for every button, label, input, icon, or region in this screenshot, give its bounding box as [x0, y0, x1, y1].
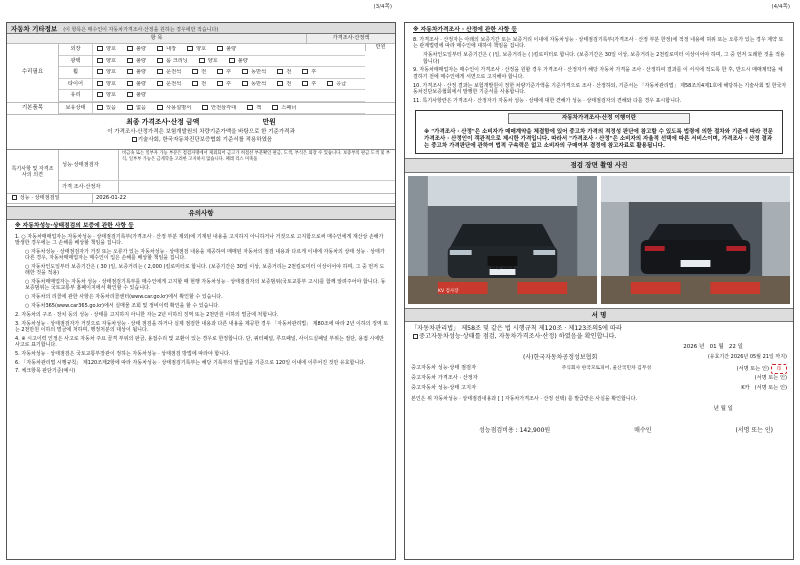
checkbox-option[interactable]: 후 — [213, 69, 235, 76]
inspection-row — [59, 56, 365, 68]
checkbox-option[interactable]: 없음 — [123, 105, 150, 112]
inspection-photo-rear — [601, 176, 790, 304]
price-note: 이 가격조사·산정가격은 보험개발원의 차량기준가액을 바탕으로 한 기준가격과 — [107, 128, 295, 135]
section-title: 자동차 기타정보 (이 항목은 매수인이 자동차가격조사·산정을 원하는 경우에만 적습니다) — [7, 23, 395, 34]
checkbox-icon[interactable] — [199, 58, 205, 63]
checkbox-option[interactable]: 후 — [298, 81, 320, 88]
check-date-row: 성능 · 상태점검일 2026-01-22 — [7, 194, 395, 204]
notice-item: 2. 자동차의 구조 · 장치 등의 성능 · 상태를 고지하지 아니한 자는 2년 이하의 징역 또는 2천만원 이하의 벌금에 처합니다. — [15, 311, 279, 318]
checkbox-option[interactable]: 양호 — [93, 92, 120, 99]
checkbox-option[interactable]: 불량 — [123, 58, 150, 65]
price-note-item: 10. 가격조사 · 산정 결과는 보험개발원이 정한 차량기준가액을 기준가격으로 조사 · 산정하되, 기준서는 「자동차관리법」 제58조의4제1호에 해당하는 기술사회 및 한국자동차진단보증협회에서 발행한 기준서를 사용합니다. — [413, 82, 787, 95]
checkbox-option[interactable]: 안전삼각대 — [198, 105, 240, 112]
buyer-date: 년 월 일 — [713, 405, 733, 412]
basic-grid — [59, 103, 365, 115]
checkbox-option[interactable]: 스패너 — [268, 105, 300, 112]
left-frame — [6, 22, 396, 560]
checkbox-icon[interactable] — [202, 105, 208, 110]
checkbox-option[interactable]: 불량 — [123, 69, 150, 76]
inspection-row — [59, 44, 365, 56]
inspection-row — [59, 79, 365, 91]
checkbox-option[interactable]: 운전석 — [153, 81, 185, 88]
left-page — [6, 4, 396, 560]
fee-row: 성능점검비용 : 142,900원 매수인 (서명 또는 인) — [479, 426, 773, 434]
price-note-item: 11. 특기사항란은 가격조사 · 산정자가 자동차 성능 · 상태에 대한 견해가 성능 · 상태점검자의 견해와 다를 경우 표시합니다. — [413, 97, 682, 104]
seal-stamp-icon: 印 — [771, 364, 787, 374]
checkbox-option[interactable]: 룸 크리닝 — [153, 58, 192, 65]
basic-section — [7, 103, 395, 116]
plate-label: 54부 1023 — [491, 264, 514, 270]
checkbox-icon[interactable] — [97, 105, 103, 110]
checkbox-icon[interactable] — [157, 58, 163, 63]
notice-item: 1. ○ 자동차매매업자는 자동차성능 · 상태점검기록부(가격조사 · 산정 부분 제외)에 기재된 내용을 고지하지 아니하거나 거짓으로 고지함으로써 매수인에게 재산상 손해가 발생한 경우에는 그 손해를 배상할 책임을 집니다. — [15, 233, 384, 246]
notice-item: ○ 자동차성능 · 상태점검자가 거짓 또는 오류가 있는 자동차성능 · 상태점검 내용을 제공하여 매매된 자동차의 점검 내용과 다르게 이내에 자동차의 상태 성능 · 상태가 다른 경우, 자동차매매업자는 매수인이 입은 손해를 배상할 책임을 집니다. — [25, 248, 385, 261]
price-warning-box — [415, 110, 783, 155]
notice-item: ○ 자동차매매업자는 자동차 성능 · 상태점검기록부를 매수인에게 고지할 때 현행 자동차성능 · 상태점검자의 보증범위(국토교통부 고시)를 함께 알려주어야 합니다. 동 보증범위는 국토교통부 홈페이지에서 확인할 수 있습니다. — [25, 278, 386, 292]
inspection-row — [59, 103, 365, 115]
notice-item: 3. 자동차성능 · 상태점검자가 거짓으로 자동차성능 · 상태 점검을 하거나 실제 점검한 내용과 다른 내용을 제공한 경우 「자동차관리법」 제80조에 따라 2년 이하의 징역 또는 2천만원 이하의 벌금에 처하며, 행정처분의 대상이 됩니다. — [15, 320, 389, 333]
checkbox-icon[interactable] — [242, 81, 248, 86]
checkbox-icon[interactable] — [127, 58, 133, 63]
notice-item: 5. 자동차성능 · 상태점검은 국토교통부장관이 정하는 자동차성능 · 상태점검 방법에 따라야 합니다. — [15, 350, 231, 357]
checkbox-icon[interactable] — [97, 69, 103, 74]
car-rear-photo — [601, 176, 790, 304]
repair-section — [7, 44, 395, 103]
checkbox-option[interactable]: 있음 — [93, 105, 120, 112]
sign-law: 「자동차관리법」 제58조 및 같은 법 시행규칙 제120조 · 제123조의5에 따라 — [411, 324, 622, 332]
inspection-row — [59, 90, 365, 102]
checkbox-option[interactable]: 불량 — [213, 46, 240, 53]
inspection-row — [59, 67, 365, 79]
notice-item: 7. 체크항목 판단기준(예시) — [15, 368, 76, 375]
checkbox-icon[interactable] — [302, 81, 308, 86]
notice-item: ○ 자동차365(www.car365.go.kr)에서 실매물 조회 및 정비이력 확인을 할 수 있습니다. — [25, 302, 220, 309]
price-note-item: 9. 자동차매매업자는 매수인이 가격조사 · 산정을 원할 경우 가격조사 · 산정자가 해당 자동차 가격을 조사 · 산정하여 결과를 이 서식에 적도록 한 후, 반드시 매매계약을 체결하기 전에 매수인에게 서면으로 고지해야 합니다. — [413, 67, 783, 80]
buyer-confirm-text: 본인은 위 자동차성능 · 상태점검내용과 [ ] 자동차가격조사 · 산정 선택) 를 발급받은 사실을 확인합니다. — [411, 395, 638, 402]
notice-heading: ※ 자동차성능·상태점검의 보증에 관한 사항 등 — [15, 223, 134, 230]
final-price: 최종 가격조사·산정 금액 만원 이 가격조사·산정가격은 보험개발원의 차량기준가액을 바탕으로 한 기준가격과 기술사회, 한국자동차진단보증협회 기준서를 적용하였음 — [7, 115, 395, 150]
checkbox-icon[interactable] — [97, 81, 103, 86]
checkbox-icon[interactable] — [247, 105, 253, 110]
checkbox-option[interactable]: 양호 — [195, 58, 222, 65]
car-front-photo — [408, 176, 597, 304]
checkbox-option[interactable]: 전 — [273, 69, 295, 76]
org-row — [405, 351, 793, 364]
special-notes: 특기사항 및 자격조사의 의견 성능·상태점검자 비금속 또는 일부자 가능 부분은 점검자명에서 제외되어 금고가 허점선 부분확인 판금, 도색, 부식은 외장 수 있습니다. 보증부의 판금 도색 및 부식, 일부부 가능은 금계학을 고려한 고지하지 않습니다. 패레 리스 미축품 가격 조사·산정자 — [7, 150, 395, 194]
right-frame — [404, 22, 794, 560]
valid-period: (유효기간 2026년 05월 21일 까지) — [707, 354, 787, 361]
inspection-item-name: 유리 — [59, 90, 93, 101]
inspection-item-name: 광택 — [59, 56, 93, 67]
checkbox-option[interactable]: 전 — [273, 81, 295, 88]
checkbox-option[interactable]: 양호 — [93, 58, 120, 65]
notifier-row: 중고자동차 성능·상태 고지자 K카 (서명 또는 인) — [411, 385, 787, 392]
checkbox-icon[interactable] — [157, 81, 163, 86]
checkbox-icon[interactable] — [127, 69, 133, 74]
photo-row — [405, 173, 793, 307]
checkbox-icon[interactable] — [277, 69, 283, 74]
checkbox-icon[interactable] — [127, 105, 133, 110]
inspection-item-name: 외장 — [59, 44, 93, 55]
checkbox-option[interactable]: 후 — [213, 81, 235, 88]
warning-title: 자동차가격조사·산정 이행이란 — [508, 113, 690, 124]
checkbox-icon[interactable] — [187, 46, 193, 51]
sign-title: 서 명 — [405, 308, 793, 322]
table-header: 항 목 가격조사·산정액 — [7, 34, 395, 44]
checkbox-option[interactable]: 양호 — [93, 46, 120, 53]
basic-label: 기본품목 — [7, 103, 59, 115]
checkbox-option[interactable]: 응급 — [323, 81, 350, 88]
checkbox-icon[interactable] — [192, 69, 198, 74]
price-note-item: 자동차인도일부터 보증기간은 ( )일, 보증거리는 ( )킬로미터로 합니다. (보증기간은 30일 이상, 보증거리는 2천킬로미터 이상이어야 하며, 그 중 먼저 도래한 것을 적용합니다) — [423, 52, 785, 65]
checkbox-icon[interactable] — [302, 69, 308, 74]
photo-sign: KV 검사장 — [438, 288, 459, 294]
checkbox-icon[interactable] — [127, 92, 133, 97]
checkbox-option[interactable]: 잭 — [243, 105, 265, 112]
checkbox-option[interactable]: 불량 — [123, 46, 150, 53]
checkbox-icon[interactable] — [217, 69, 223, 74]
repair-label: 수리필요 — [7, 44, 59, 102]
checkbox-option[interactable]: 양호 — [93, 81, 120, 88]
checkbox-icon[interactable] — [327, 81, 333, 86]
notice-item: 6. 「자동차관리법 시행규칙」 제120조제2항에 따라 자동차성능 · 상태점검기록부는 해당 기록부의 발급일을 기준으로 120일 이내에 이루어진 것만 유효합니다. — [15, 359, 366, 366]
checkbox-option[interactable]: 후 — [298, 69, 320, 76]
price-person-row: 중고자동차 가격조사 · 산정자 (서명 또는 인) — [411, 375, 787, 382]
price-notes-list — [405, 23, 793, 104]
checkbox-icon[interactable] — [97, 46, 103, 51]
inspection-photo-front — [408, 176, 597, 304]
checkbox-icon[interactable] — [217, 81, 223, 86]
checkbox-icon[interactable] — [127, 81, 133, 86]
unit-won: 만원 — [365, 44, 395, 51]
checkbox-option[interactable]: 양호 — [93, 69, 120, 76]
checkbox-icon[interactable] — [97, 58, 103, 63]
page-number: (4/4쪽) — [771, 4, 790, 10]
notice-item: ○ 자동차의 리콜에 관한 사항은 자동차리콜센터(www.car.go.kr)에서 확인할 수 있습니다. — [25, 293, 223, 300]
notice-list — [7, 220, 395, 374]
checkbox-icon[interactable] — [157, 69, 163, 74]
checkbox-icon[interactable] — [127, 46, 133, 51]
notice-item: 4. ※ 시고이력 인정은 사고로 자동차 주요 골격 부위의 판금, 용접수리 및 교환이 있는 경우로 한정합니다. 단, 쿼터패널, 루프패널, 사이드실패널 부위는 절단, 용접 시에만 사고로 표기합니다. — [15, 335, 385, 348]
photo-title: 점검 장면 촬영 사진 — [405, 158, 793, 172]
checkbox-option[interactable]: 양호 — [183, 46, 210, 53]
inspection-item-name: 타이어 — [59, 79, 93, 90]
price-section-heading: ※ 자동차가격조사 · 산정에 관한 사항 등 — [413, 27, 517, 33]
org-name: (사)한국자동차공정성보협회 — [523, 354, 598, 362]
repair-grid — [59, 44, 365, 102]
checkbox-option[interactable]: 전 — [188, 81, 210, 88]
checkbox-icon[interactable] — [157, 46, 163, 51]
checkbox-icon[interactable] — [217, 46, 223, 51]
warning-body: ※ "가격조사 · 산정"은 소비자가 매매계약을 체결함에 있어 중고차 가격의 적정성 판단에 참고할 수 있도록 법령에 의한 절차와 기준에 따라 전문 가격조사 · 산정인이 객관적으로 제시한 가격입니다. 따라서 "가격조사 · 산정"은 소비자의 자율적 선택에 따른 서비스이며, 가격조사 · 산정 결과는 중고차 가격판단에 관하여 법적 구속력은 없고 소비자의 구매여부 결정에 참고자료로 활용됩니다. — [424, 128, 773, 149]
checkbox-option[interactable]: 운전석 — [153, 69, 185, 76]
checkbox-icon[interactable] — [157, 105, 163, 110]
sign-date: 2026 년 01 월 22 일 — [683, 344, 743, 351]
price-note-item: 8. 가격조사 · 산정자는 아래의 보증기간 또는 보증거리 이내에 자동차성능 · 상태점검기록부(가격조사 · 산정 부분 한정)에 적정 내용에 허위 또는 오류가 있는 경우 계약 또는 관계법령에 따라 매수인에 대하여 책임을 집니다. — [413, 37, 784, 50]
checkbox-option[interactable]: 사용설명서 — [153, 105, 195, 112]
checkbox-icon[interactable] — [242, 69, 248, 74]
checkbox-option[interactable]: 동반석 — [238, 81, 270, 88]
checkbox-icon[interactable] — [229, 58, 235, 63]
performer-row: 중고자동차 성능·상태 점검자 주식회사 한국모토피어, 울산국민차 김무성 (서명 또는 인) 印 — [405, 364, 793, 374]
checkbox-option[interactable]: 불량 — [123, 81, 150, 88]
notice-title: 유의사항 — [7, 206, 395, 220]
inspection-item-name: 보유상태 — [59, 103, 93, 114]
checkbox-icon[interactable] — [192, 81, 198, 86]
right-page — [404, 4, 794, 560]
checkbox-option[interactable]: 동반석 — [238, 69, 270, 76]
checkbox-option[interactable]: 불량 — [123, 92, 150, 99]
notice-item: ○ 자동차인도일부터 보증기간은 ( 30 )일, 보증거리는 ( 2,000 )킬로미터로 합니다. (보증기간은 30일 이상, 보증거리는 2천킬로미터 이상이어야 하며, 그 중 먼저 도래한 것을 적용) — [25, 263, 385, 277]
checkbox-option[interactable]: 불량 — [225, 58, 252, 65]
checkbox-icon[interactable] — [97, 92, 103, 97]
page-number: (3/4쪽) — [373, 4, 392, 10]
price-note-2: 기술사회, 한국자동차진단보증협회 기준서를 적용하였음 — [7, 137, 395, 146]
inspection-item-name: 휠 — [59, 67, 93, 78]
checkbox-icon[interactable] — [272, 105, 278, 110]
sign-law-2: 중고자동차성능·상태를 점검, 자동차가격조사·산정) 하였음을 확인합니다. — [405, 332, 793, 341]
checkbox-option[interactable]: 전 — [188, 69, 210, 76]
checkbox-icon[interactable] — [277, 81, 283, 86]
checkbox-option[interactable]: 내장 — [153, 46, 180, 53]
